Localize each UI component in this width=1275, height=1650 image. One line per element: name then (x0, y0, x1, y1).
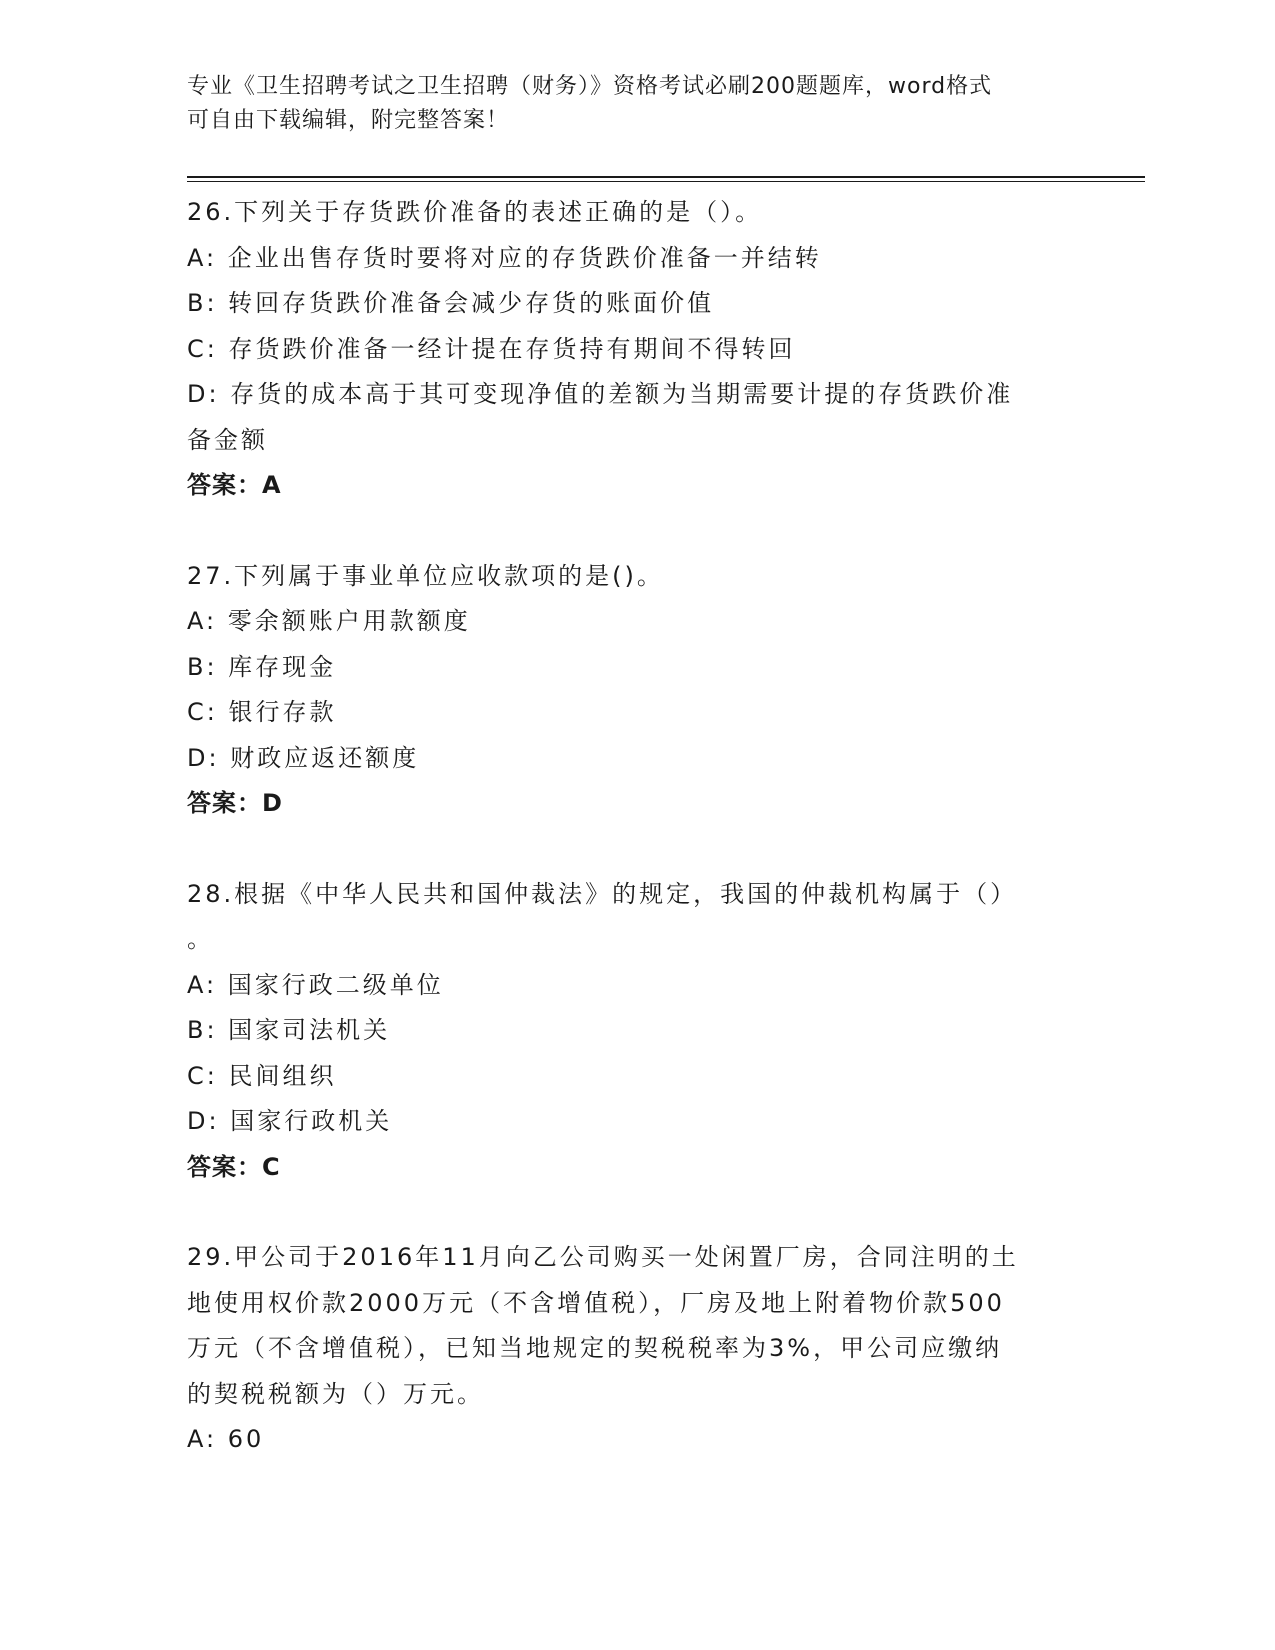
answer-option: A: 零余额账户用款额度 (187, 607, 471, 635)
answer-option: A: 60 (187, 1425, 265, 1453)
question-stem: 28.根据《中华人民共和国仲裁法》的规定，我国的仲裁机构属于（） (187, 879, 1018, 908)
answer-option: C: 民间组织 (187, 1061, 337, 1090)
question-stem: 的契税税额为（）万元。 (187, 1379, 484, 1408)
answer-key: 答案：A (187, 471, 282, 499)
question-stem: 29.甲公司于2016年11月向乙公司购买一处闲置厂房，合同注明的土 (187, 1243, 1019, 1271)
question-stem: 万元（不含增值税），已知当地规定的契税税率为3%，甲公司应缴纳 (187, 1334, 1003, 1362)
header-line-1: 专业《卫生招聘考试之卫生招聘（财务）》资格考试必刷200题题库，word格式 (187, 74, 993, 99)
answer-key: 答案：C (187, 1152, 281, 1181)
answer-option: D: 存货的成本高于其可变现净值的差额为当期需要计提的存货跌价准 (187, 380, 1014, 408)
question-stem: 地使用权价款2000万元（不含增值税），厂房及地上附着物价款500 (187, 1288, 1005, 1317)
question-list (187, 190, 1067, 1508)
question-block (187, 872, 1067, 1191)
question-block (187, 190, 1067, 509)
question-block (187, 1235, 1067, 1463)
answer-option: A: 企业出售存货时要将对应的存货跌价准备一并结转 (187, 243, 822, 272)
answer-option: B: 库存现金 (187, 652, 337, 681)
question-block (187, 554, 1067, 827)
answer-option: B: 国家司法机关 (187, 1016, 391, 1044)
answer-option: C: 银行存款 (187, 698, 337, 726)
header-divider-thick (187, 176, 1145, 178)
answer-option: 备金额 (187, 425, 268, 454)
header-line-2: 可自由下载编辑，附完整答案！ (187, 108, 510, 133)
question-stem: 27.下列属于事业单位应收款项的是()。 (187, 561, 664, 590)
document-header (187, 70, 1067, 138)
header-divider-thin (187, 181, 1145, 182)
answer-option: D: 财政应返还额度 (187, 743, 420, 772)
answer-key: 答案：D (187, 789, 283, 817)
answer-option: D: 国家行政机关 (187, 1107, 393, 1135)
answer-option: C: 存货跌价准备一经计提在存货持有期间不得转回 (187, 334, 796, 363)
answer-option: A: 国家行政二级单位 (187, 970, 444, 999)
question-stem: 。 (187, 925, 214, 953)
question-stem: 26.下列关于存货跌价准备的表述正确的是（）。 (187, 198, 763, 226)
answer-option: B: 转回存货跌价准备会减少存货的账面价值 (187, 289, 715, 317)
